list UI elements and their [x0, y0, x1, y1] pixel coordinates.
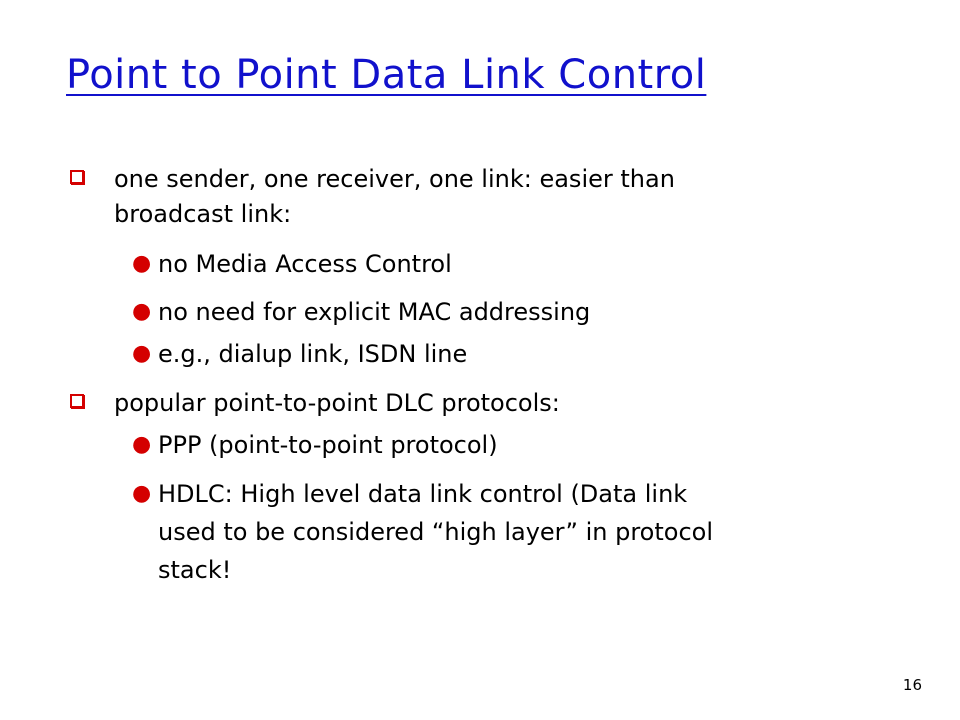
circle-bullet-icon: ● [132, 251, 152, 276]
circle-bullet-icon: ● [132, 481, 152, 506]
square-bullet-icon [70, 394, 84, 408]
sub-bullet-text: no need for explicit MAC addressing [158, 298, 591, 326]
sub-bullet-text: PPP (point-to-point protocol) [158, 431, 498, 459]
sub-bullet-text: no Media Access Control [158, 250, 452, 278]
square-bullet-icon [70, 170, 84, 184]
circle-bullet-icon: ● [132, 341, 152, 366]
slide-title: Point to Point Data Link Control [66, 52, 707, 98]
circle-bullet-icon: ● [132, 299, 152, 324]
bullet-text: broadcast link: [114, 200, 292, 228]
bullet-text: one sender, one receiver, one link: easier than [114, 165, 675, 193]
slide-number: 16 [902, 676, 922, 694]
sub-bullet-text: HDLC: High level data link control (Data link [158, 480, 688, 508]
circle-bullet-icon: ● [132, 432, 152, 457]
bullet-text: popular point-to-point DLC protocols: [114, 389, 560, 417]
sub-bullet-text: used to be considered “high layer” in protocol [158, 518, 713, 546]
sub-bullet-text: e.g., dialup link, ISDN line [158, 340, 468, 368]
sub-bullet-text: stack! [158, 556, 232, 584]
